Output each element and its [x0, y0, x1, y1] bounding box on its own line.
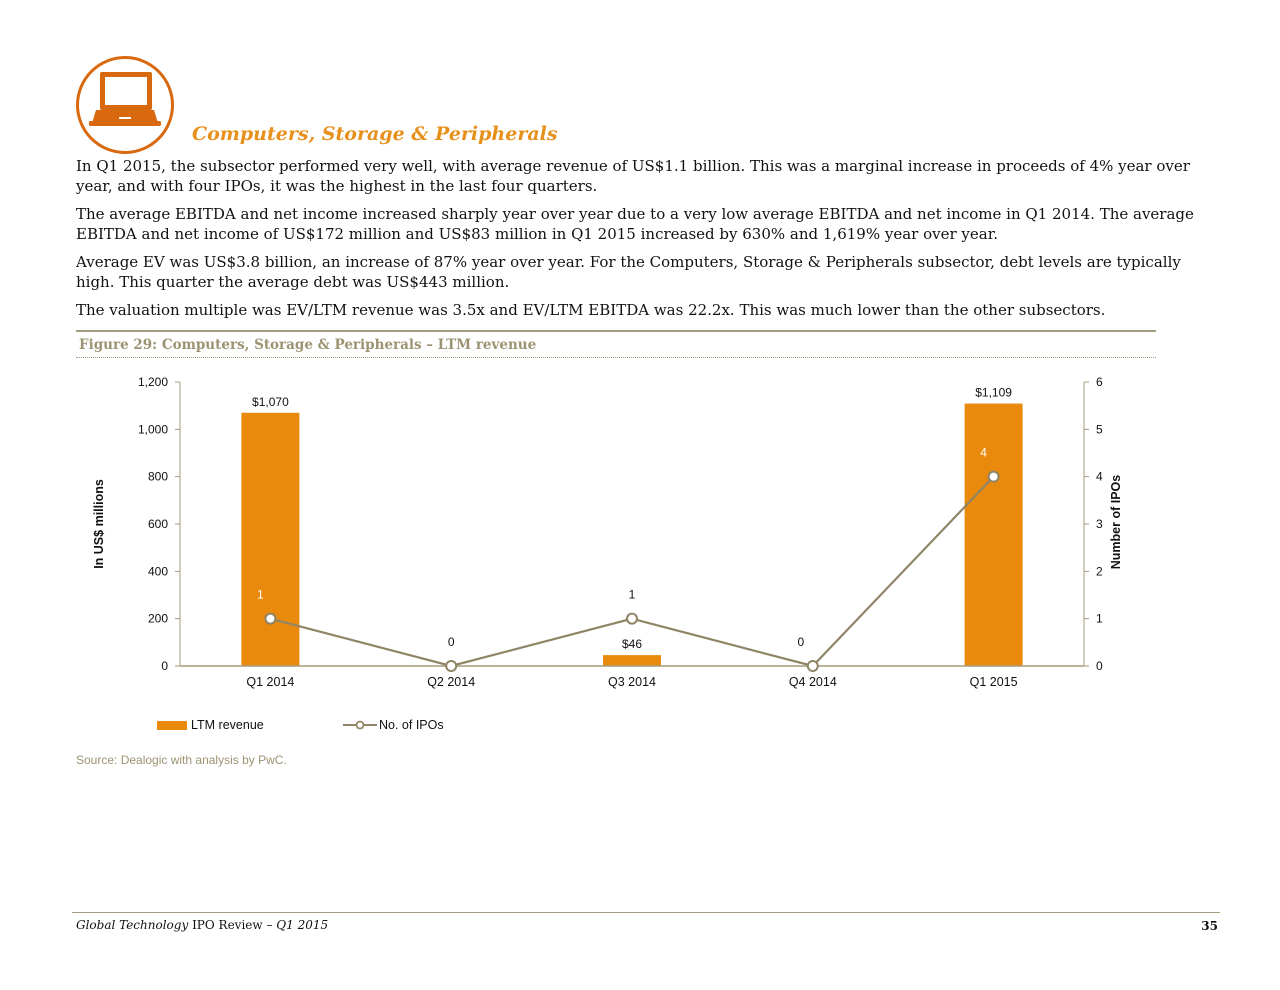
body-text [76, 157, 1216, 330]
line-point-ipos [989, 472, 999, 482]
line-point-ipos [627, 614, 637, 624]
legend-item-ipos [343, 718, 444, 732]
y-tick-label-right: 6 [1096, 375, 1103, 389]
figure-caption: Figure 29: Computers, Storage & Peripherals – LTM revenue [79, 337, 537, 353]
x-tick-label: Q3 2014 [608, 675, 656, 689]
line-point-ipos [446, 661, 456, 671]
y-tick-label-left: 1,200 [137, 375, 168, 389]
footer-title [76, 918, 328, 932]
bar-data-label: $1,070 [252, 394, 289, 409]
x-tick-label: Q2 2014 [427, 675, 476, 689]
ltm-revenue-chart [0, 360, 1280, 710]
y-tick-label-right: 1 [1096, 611, 1103, 626]
page-number: 35 [1201, 919, 1218, 933]
footer-period: Q1 2015 [276, 918, 329, 932]
line-data-label: 0 [797, 635, 805, 649]
bar-ltm-revenue [241, 413, 299, 666]
line-data-label: 1 [257, 587, 264, 602]
x-tick-label: Q1 2015 [969, 675, 1018, 689]
bar-ltm-revenue [603, 655, 661, 666]
legend-label: LTM revenue [191, 718, 264, 732]
section-title: Computers, Storage & Peripherals [192, 123, 558, 145]
y-axis-title-right: Number of IPOs [1109, 474, 1123, 570]
line-point-ipos [808, 661, 818, 671]
bar-ltm-revenue [965, 404, 1023, 666]
line-data-label: 4 [980, 445, 987, 460]
footer-title-rest: IPO Review – [188, 918, 277, 932]
y-tick-label-left: 1,000 [137, 422, 168, 437]
paragraph: The average EBITDA and net income increased sharply year over year due to a very low average EBITDA and net income in Q1 2014. The average EBITDA and net income of US$172 million and US$83 million in Q1 2015 increased by 630% and 1,619% year over year. [76, 205, 1194, 243]
figure-caption-rule [76, 357, 1156, 358]
y-tick-label-right: 5 [1096, 422, 1103, 437]
source-note: Source: Dealogic with analysis by PwC. [76, 753, 287, 767]
x-tick-label: Q4 2014 [788, 675, 837, 689]
legend-item-ltm-revenue [157, 718, 264, 732]
figure-top-rule [76, 330, 1156, 332]
line-point-ipos [265, 614, 275, 624]
paragraph: The valuation multiple was EV/LTM revenue was 3.5x and EV/LTM EBITDA was 22.2x. This was much lower than the other subsectors. [76, 301, 1106, 319]
y-tick-label-right: 0 [1096, 659, 1103, 673]
bar-data-label: $1,109 [975, 385, 1012, 400]
line-data-label: 0 [447, 635, 455, 649]
legend-swatch-bar [157, 721, 187, 730]
y-tick-label-left: 800 [147, 469, 168, 484]
laptop-icon [75, 55, 175, 155]
y-tick-label-left: 0 [161, 659, 168, 673]
line-data-label: 1 [628, 587, 636, 602]
y-tick-label-right: 3 [1096, 517, 1103, 531]
paragraph: Average EV was US$3.8 billion, an increase of 87% year over year. For the Computers, Storage & Peripherals subsector, debt levels are typically high. This quarter the average debt was US$443 million. [76, 253, 1181, 291]
paragraph: In Q1 2015, the subsector performed very well, with average revenue of US$1.1 billion. This was a marginal increase in proceeds of 4% year over year, and with four IPOs, it was the highest in the last four quarters. [76, 157, 1190, 195]
x-tick-label: Q1 2014 [246, 675, 295, 689]
y-tick-label-left: 600 [147, 517, 168, 531]
y-tick-label-left: 400 [147, 564, 168, 579]
y-axis-title-left: In US$ millions [92, 479, 106, 569]
footer-title-italic: Global Technology [76, 918, 189, 932]
legend-label: No. of IPOs [379, 718, 444, 732]
footer-rule [72, 912, 1220, 913]
bar-data-label: $46 [621, 637, 643, 652]
legend-swatch-line [343, 718, 377, 732]
y-tick-label-left: 200 [147, 611, 168, 626]
y-tick-label-right: 4 [1096, 469, 1103, 484]
y-tick-label-right: 2 [1096, 564, 1103, 579]
